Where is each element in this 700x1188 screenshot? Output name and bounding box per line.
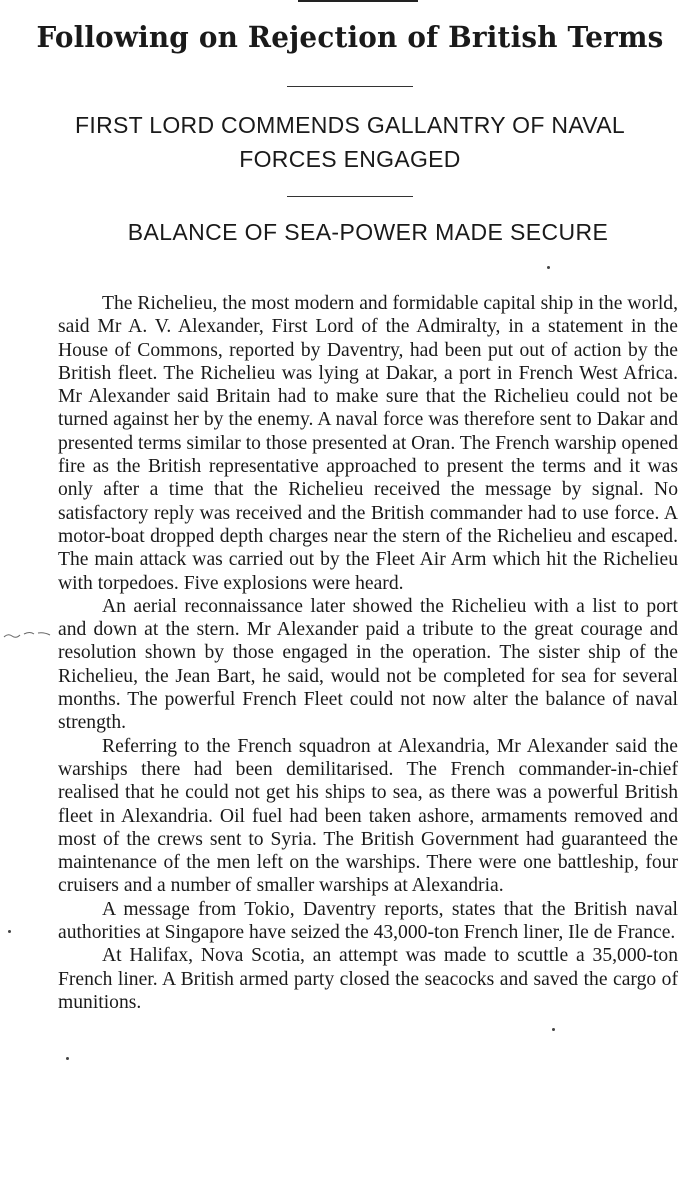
print-speck bbox=[552, 1028, 555, 1031]
divider-rule bbox=[287, 196, 413, 197]
paragraph: An aerial reconnaissance later showed the Richelieu with a list to port and down at the stern. Mr Alexander paid a tribute to the great courage and resolution shown by those engaged in the operation. The sister ship of the Richelieu, the Jean Bart, he said, would not be completed for sea for several months. The powerful French Fleet could not now alter the balance of naval strength. bbox=[58, 595, 678, 734]
print-speck bbox=[8, 930, 11, 933]
divider-rule bbox=[287, 86, 413, 87]
subheadline-line-2: FORCES ENGAGED bbox=[239, 146, 461, 172]
print-speck bbox=[547, 266, 550, 269]
paragraph: At Halifax, Nova Scotia, an attempt was made to scuttle a 35,000-ton French liner. A British armed party closed the seacocks and saved the cargo of munitions. bbox=[58, 945, 678, 1013]
article-body bbox=[58, 292, 678, 1014]
top-rule bbox=[298, 0, 418, 2]
headline: Following on Rejection of British Terms bbox=[36, 20, 664, 54]
ink-smudge bbox=[2, 628, 56, 642]
deck-heading: BALANCE OF SEA-POWER MADE SECURE bbox=[127, 219, 609, 245]
subheadline bbox=[0, 108, 700, 176]
paragraph: The Richelieu, the most modern and formidable capital ship in the world, said Mr A. V. Alexander, First Lord of the Admiralty, in a statement in the House of Commons, reported by Daventry, had been put out of action by the British fleet. The Richelieu was lying at Dakar, a port in French West Africa. Mr Alexander said Britain had to make sure that the Richelieu could not be turned against her by the enemy. A naval force was therefore sent to Dakar and presented terms similar to those presented at Oran. The French warship opened fire as the British representative approached to present the terms and it was only after a time that the Richelieu received the message by signal. No satisfactory reply was received and the British commander had to use force. A motor-boat dropped depth charges near the stern of the Richelieu and escaped. The main attack was carried out by the Fleet Air Arm which hit the Richelieu with torpedoes. Five explosions were heard. bbox=[58, 293, 678, 594]
print-speck bbox=[66, 1057, 69, 1060]
paragraph: Referring to the French squadron at Alexandria, Mr Alexander said the warships there had been demilitarised. The French commander-in-chief realised that he could not get his ships to sea, as there was a powerful British fleet in Alexandria. Oil fuel had been taken ashore, armaments removed and most of the crews sent to Syria. The British Government had guaranteed the maintenance of the men left on the warships. There were one battleship, four cruisers and a number of smaller warships at Alexandria. bbox=[58, 735, 678, 897]
paragraph: A message from Tokio, Daventry reports, states that the British naval authorities at Singapore have seized the 43,000-ton French liner, Ile de France. bbox=[58, 898, 678, 944]
subheadline-line-1: FIRST LORD COMMENDS GALLANTRY OF NAVAL bbox=[75, 112, 625, 138]
